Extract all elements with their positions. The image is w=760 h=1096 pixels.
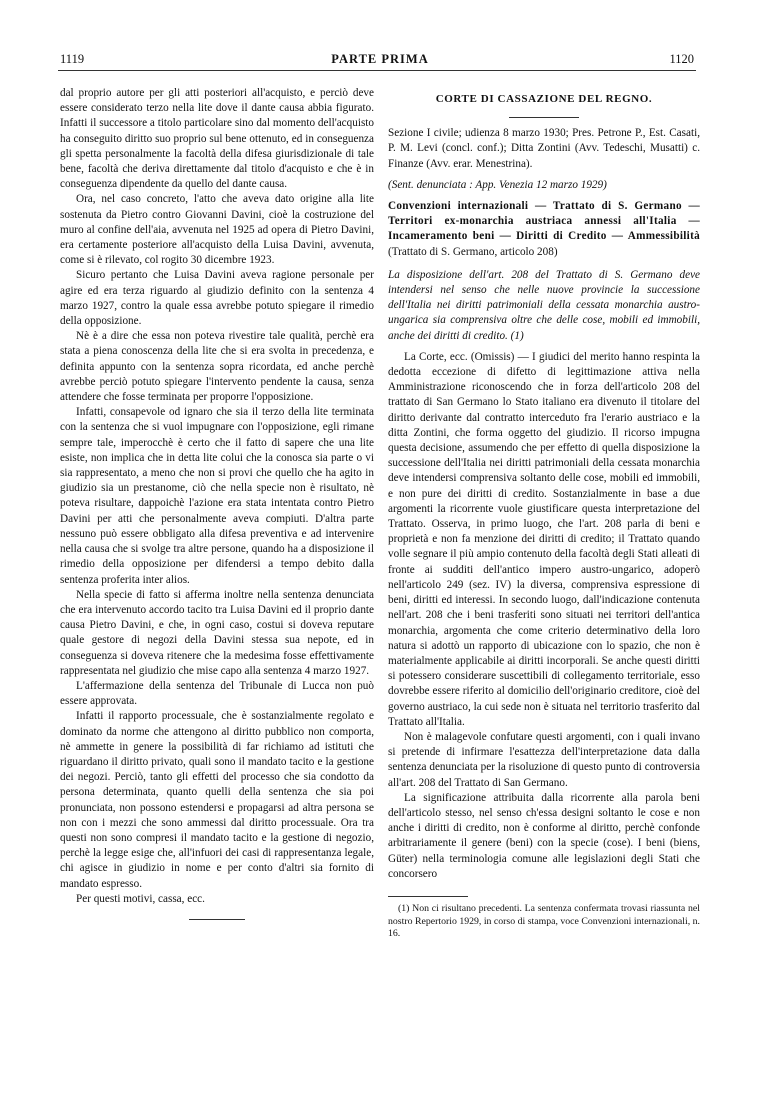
- footnote: (1) Non ci risultano precedenti. La sentenza confermata trovasi riassunta nel nostro Repertorio 1929, in corso di stampa, voce Convenzioni internazionali, n. 16.: [388, 902, 700, 940]
- paragraph: Infatti il rapporto processuale, che è sostanzialmente regolato e dominato da norme che attengono al diritto pubblico non comporta, nè ammette in genere la possibilità di far richiamo ad istituti che riguardano il diritto privato, quali sono il mandato tacito e la gestione dei negozi. Perciò, tanto gli effetti del processo che sia condotto da persona determinata, quanto quelli della sentenza che sia poi pronunciata, non possono estendersi e propagarsi ad altra persona se non con i mezzi che sono ammessi dal diritto processuale. Ora tra questi non sono compresi il mandato tacito e la gestione di negozio, perchè la legge esige che, all'infuori dei casi di rappresentanza legale, chi agisce in giudizio in nome e per conto d'altri sia fornito di mandato espresso.: [60, 710, 374, 890]
- session-info: Sezione I civile; udienza 8 marzo 1930; Pres. Petrone P., Est. Casati, P. M. Levi (concl. conf.); Ditta Zontini (Avv. Tedeschi, Musatti) c. Finanze (Avv. erar. Menestrina).: [388, 127, 700, 170]
- headnote-reference: (Trattato di S. Germano, articolo 208): [388, 245, 558, 258]
- appealed-sentence: (Sent. denunciata : App. Venezia 12 marzo 1929): [388, 178, 607, 191]
- page-number-left: 1119: [60, 52, 85, 66]
- right-column: [388, 86, 700, 941]
- paragraph: dal proprio autore per gli atti posteriori all'acquisto, e perciò deve essere considerato terzo nella lite dove il dante causa abbia figurato. Infatti il successore a titolo particolare sino dal momento dell'acquisto ha conseguito diritto suo proprio sul bene ottenuto, ed in conseguenza gli spetta personalmente la facoltà della difesa giurisdizionale di tale bene, facoltà che deriva direttamente dal titolo d'acquisto e che è in conseguenza dipendente da quello del dante causa.: [60, 87, 374, 191]
- paragraph: Non è malagevole confutare questi argomenti, con i quali invano si pretende di infirmare l'esattezza dell'interpretazione data dalla sentenza denunciata per la risoluzione di questo punto di controversia all'art. 208 del Trattato di San Germano.: [388, 730, 700, 789]
- paragraph: L'affermazione della sentenza del Tribunale di Lucca non può essere approvata.: [60, 679, 374, 708]
- massima: La disposizione dell'art. 208 del Trattato di S. Germano deve intendersi nel senso che nelle nuove provincie la successione dell'Italia nei diritti patrimoniali della cessata monarchia austro-ungarica sia comprensiva oltre che delle cose, mobili ed immobili, anche dei diritti di credito. (1): [388, 268, 700, 342]
- running-title: PARTE PRIMA: [331, 52, 429, 66]
- paragraph: Sicuro pertanto che Luisa Davini aveva ragione personale per agire ed era terza riguardo al giudizio definito con la sentenza 4 marzo 1927, contro la quale essa avrebbe potuto spiegare il rimedio della opposizione.: [60, 269, 374, 328]
- left-column: [60, 86, 374, 920]
- court-heading: CORTE DI CASSAZIONE DEL REGNO.: [435, 93, 653, 105]
- paragraph: La significazione attribuita dalla ricorrente alla parola beni dell'articolo stesso, nel senso ch'essa designi soltanto le cose e non anche i diritti di credito, non è conforme al diritto, perchè confonde arbitrariamente il genere (beni) con la specie (cose). I beni (biens, Güter) nella terminologia comune alle legislazioni degli Stati che concorsero: [388, 791, 700, 880]
- closing-line: Per questi motivi, cassa, ecc.: [76, 892, 205, 905]
- paragraph: Nè è a dire che essa non poteva rivestire tale qualità, perchè era stata a piena conoscenza della lite che si era svolta in precedenza, e definita appunto con la sentenza sopra ricordata, ed anche perchè avrebbe perciò potuto spiegare l'intervento pendente la causa, senza attendere che fosse terminata per proporre l'opposizione.: [60, 330, 374, 404]
- headnote-keywords: Convenzioni internazionali — Trattato di S. Germano — Territori ex-monarchia austriaca annessi all'Italia — Incameramento beni — Diritti di Credito — Ammessibilità: [388, 200, 700, 243]
- paragraph: Nella specie di fatto si afferma inoltre nella sentenza denunciata che era intervenuto accordo tacito tra Luisa Davini ed il proprio dante causa Pietro Davini, e che, in ogni caso, costui si doveva reputare quale gestore di negozi della Davini stessa sua nepote, ed in conseguenza si doveva ritenere che la medesima fosse effettivamente rappresentata nel giudizio che mise capo alla sentenza 4 marzo 1927.: [60, 588, 374, 677]
- court-rule: [509, 117, 579, 118]
- footnote-rule: [388, 896, 468, 897]
- headnote: [388, 199, 700, 260]
- end-rule: [189, 919, 245, 920]
- header-rule: [58, 70, 696, 71]
- paragraph: Infatti, consapevole od ignaro che sia il terzo della lite terminata con la sentenza che si vuol impugnare con l'opposizione, egli rimane sempre tale, imperocchè è certo che il fatto di sapere che una lite esiste, non implica che in detta lite colui che la conosca sia parte o vi sia rappresentato, a meno che non si provi che quello che ha agito in giudizio sia un prestanome, ciò che nella specie non è risultato, nè poteva risultare, dappoichè l'azione era stata intentata contro Pietro Davini per atti che personalmente aveva compiuti. D'altra parte nessuno può essere obbligato alla difesa preventiva e ad intervenire nella causa che si svolge tra altre persone, quando ha a disposizione il rimedio della opposizione per difendersi a tempo debito dalla sentenza proferita inter alios.: [60, 406, 374, 586]
- page-number-right: 1120: [669, 52, 694, 66]
- paragraph: Ora, nel caso concreto, l'atto che aveva dato origine alla lite sostenuta da Pietro contro Giovanni Davini, cioè la costruzione del muro al confine dell'aia, avvenuta nel 1925 ad opera di Pietro Davini, era certamente posteriore all'acquisto della Luisa Davini, avvenuta, come si è rilevato, col rogito 30 dicembre 1923.: [60, 193, 374, 267]
- paragraph: La Corte, ecc. (Omissis) — I giudici del merito hanno respinta la dedotta eccezione di difetto di legittimazione attiva nella Amministrazione riconoscendo che in forza dell'articolo 208 del trattato di San Germano lo Stato italiano era divenuto il titolare del diritto derivante dal contratto interceduto fra l'erario austriaco e la ditta Zontini, che forma oggetto del giudizio. Il ricorso impugna questa decisione, assumendo che per effetto di quella disposizione la successione dell'Italia nei diritti patrimoniali della cessata monarchia deve intendersi comprensiva soltanto delle cose, mobili ed immobili, e non pure dei diritti di credito. Sostanzialmente in base a due argomenti la ricorrente vuole giustificare questa interpretazione del Trattato. Osserva, in primo luogo, che l'art. 208 parla di beni e proprietà e non fa menzione dei diritti di credito; il Trattato quando volle segnare il più ampio contenuto della facoltà degli Stati alleati di fronte ai sudditi dell'antico impero austro-ungarico, adoperò nell'articolo 249 (sez. IV) la diversa, comprensiva espressione di beni, diritti ed interessi. In secondo luogo, dall'indicazione contenuta nell'art. 208 che i beni trasferiti sono situati nei territori dell'antica monarchia, argomenta che come criterio determinativo della loro natura si adottò un rapporto di ubicazione con lo spazio, che non è materialmente applicabile ai diritti incorporali. Se anche questi diritti si potessero considerare suscettibili di collegamento territoriale, esso dovrebbe essere riferito al domicilio dell'originario creditore, cioè del governo austriaco, la cui sede non è situata nel territorio trasferito dal Trattato all'Italia.: [388, 350, 700, 728]
